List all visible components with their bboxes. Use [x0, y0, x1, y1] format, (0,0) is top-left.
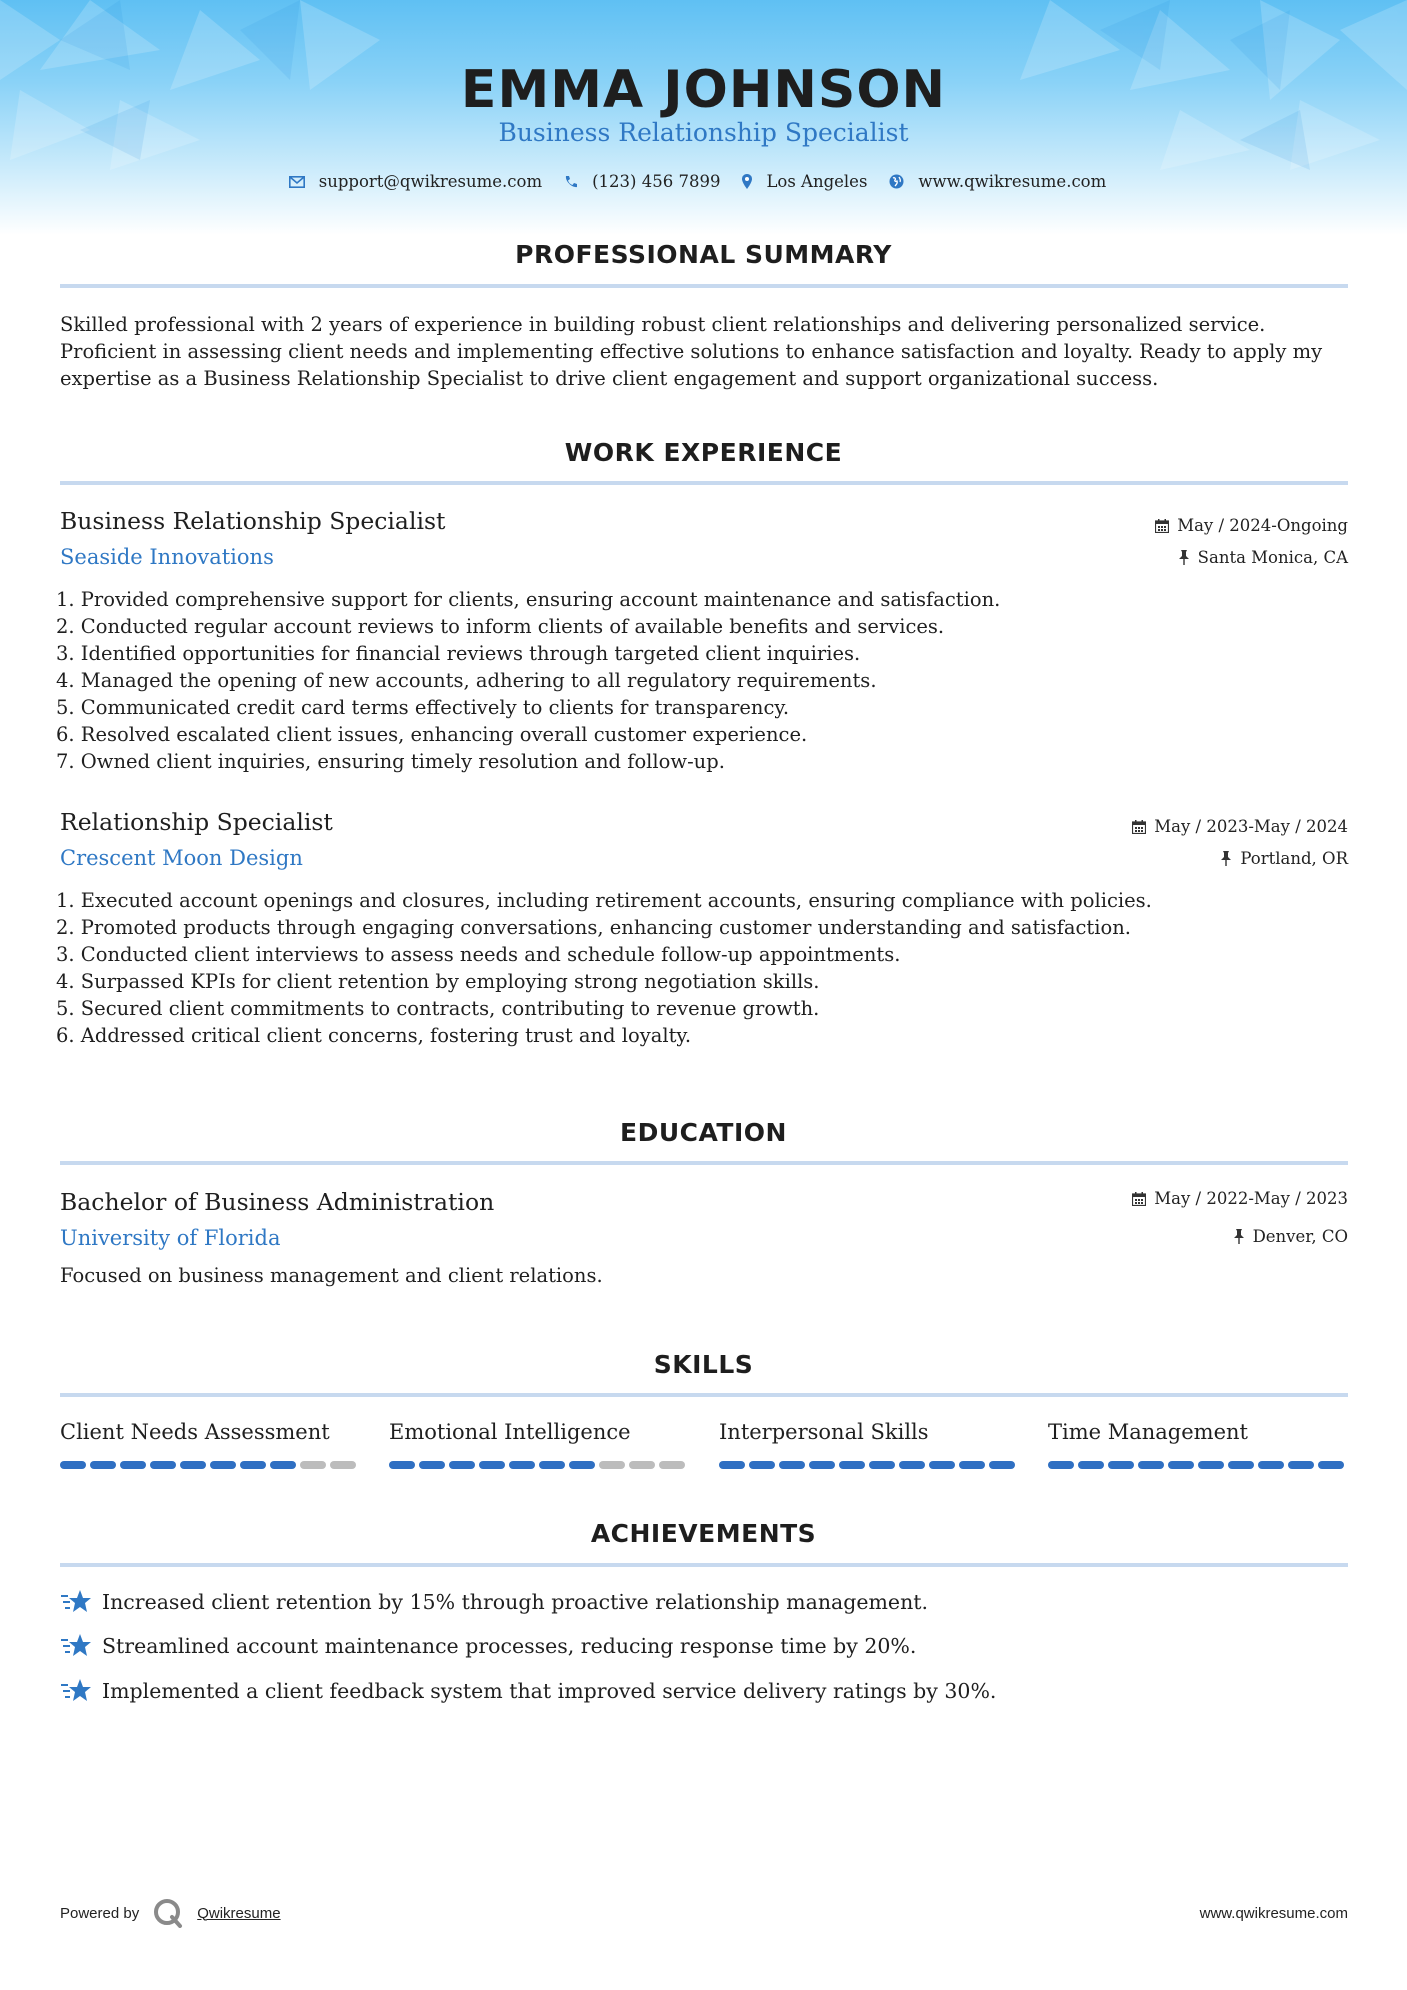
list-item: 5. Communicated credit card terms effectively to clients for transparency. — [56, 696, 790, 719]
skill-level-bar — [719, 1461, 1015, 1469]
list-item: 1. Executed account openings and closures, including retirement accounts, ensuring compliance with policies. — [56, 889, 1152, 912]
skill-segment-filled — [150, 1461, 176, 1469]
job-dates — [1132, 817, 1348, 836]
skill-level-bar — [389, 1461, 685, 1469]
skill-segment-filled — [60, 1461, 86, 1469]
list-item: 1. Provided comprehensive support for clients, ensuring account maintenance and satisfaction. — [56, 588, 1001, 611]
list-item: 7. Owned client inquiries, ensuring timely resolution and follow-up. — [56, 750, 725, 773]
education-dates — [1132, 1189, 1348, 1208]
skill-segment-filled — [539, 1461, 565, 1469]
list-item: 4. Managed the opening of new accounts, adhering to all regulatory requirements. — [56, 669, 877, 692]
map-pin-icon — [742, 174, 752, 189]
skill-segment-filled — [419, 1461, 445, 1469]
section-divider — [60, 1161, 1348, 1165]
job-dates-text: May / 2023-May / 2024 — [1154, 817, 1348, 836]
skill-segment-filled — [1318, 1461, 1344, 1469]
website-text: www.qwikresume.com — [918, 172, 1107, 191]
pushpin-icon — [1233, 1229, 1245, 1244]
job-title: Relationship Specialist — [60, 808, 333, 836]
school-name: University of Florida — [60, 1226, 281, 1250]
skill-segment-filled — [479, 1461, 505, 1469]
skill-segment-filled — [90, 1461, 116, 1469]
skill-segment-filled — [929, 1461, 955, 1469]
candidate-name: EMMA JOHNSON — [460, 60, 947, 120]
skill-segment-filled — [1288, 1461, 1314, 1469]
skill-segment-empty — [599, 1461, 625, 1469]
globe-icon — [889, 174, 904, 189]
skill-segment-filled — [120, 1461, 146, 1469]
calendar-icon — [1132, 820, 1146, 834]
skill-name: Emotional Intelligence — [389, 1420, 631, 1444]
summary-text: Skilled professional with 2 years of experience in building robust client relationships and delivering personalized service. Proficient in assessing client needs and implementing effective solutions to enhance satisfaction and loyalty. Ready to apply my expertise as a Business Relationship Specialist to drive client engagement and support organizational success. — [60, 313, 1323, 390]
job-location-text: Santa Monica, CA — [1197, 548, 1348, 567]
section-divider — [60, 481, 1348, 485]
skill-segment-filled — [1138, 1461, 1164, 1469]
list-item: 6. Resolved escalated client issues, enhancing overall customer experience. — [56, 723, 808, 746]
skill-name: Interpersonal Skills — [719, 1420, 929, 1444]
email-text: support@qwikresume.com — [318, 172, 543, 191]
footer-website[interactable]: www.qwikresume.com — [1199, 1905, 1348, 1922]
skill-segment-empty — [629, 1461, 655, 1469]
phone-text: (123) 456 7899 — [592, 172, 721, 191]
job-company: Seaside Innovations — [60, 545, 274, 569]
contact-location — [742, 172, 867, 191]
achievements-heading: ACHIEVEMENTS — [590, 1519, 817, 1548]
skill-segment-filled — [1198, 1461, 1224, 1469]
achievement-item — [60, 1677, 996, 1705]
job-location — [1220, 849, 1348, 868]
achievement-item — [60, 1632, 916, 1660]
skill-level-bar — [1048, 1461, 1344, 1469]
list-item: 2. Conducted regular account reviews to inform clients of available benefits and services. — [56, 615, 945, 638]
powered-by-label: Powered by — [60, 1904, 140, 1922]
skill-segment-filled — [569, 1461, 595, 1469]
star-icon — [60, 1677, 92, 1705]
skill-segment-filled — [509, 1461, 535, 1469]
contact-bar — [0, 172, 1407, 191]
skill-item — [389, 1420, 689, 1444]
skill-segment-filled — [749, 1461, 775, 1469]
job-dates — [1155, 516, 1348, 535]
skills-heading: SKILLS — [653, 1350, 754, 1379]
qwikresume-link[interactable]: Qwikresume — [197, 1904, 281, 1922]
skill-segment-filled — [1108, 1461, 1134, 1469]
achievement-text: Implemented a client feedback system that improved service delivery ratings by 30%. — [102, 1679, 997, 1703]
contact-phone[interactable] — [564, 172, 720, 191]
envelope-icon — [289, 176, 305, 188]
list-item: 5. Secured client commitments to contracts, contributing to revenue growth. — [56, 997, 820, 1020]
skill-segment-filled — [389, 1461, 415, 1469]
skill-segment-filled — [869, 1461, 895, 1469]
achievement-text: Streamlined account maintenance processes, reducing response time by 20%. — [102, 1634, 917, 1658]
skill-item — [60, 1420, 360, 1444]
footer-powered-by — [60, 1898, 281, 1928]
job-company: Crescent Moon Design — [60, 846, 303, 870]
skill-segment-filled — [180, 1461, 206, 1469]
candidate-title: Business Relationship Specialist — [498, 118, 909, 147]
job-location-text: Portland, OR — [1240, 849, 1348, 868]
calendar-icon — [1132, 1192, 1146, 1206]
job-location — [1178, 548, 1348, 567]
location-text: Los Angeles — [766, 172, 868, 191]
achievement-item — [60, 1588, 928, 1616]
skill-segment-filled — [899, 1461, 925, 1469]
skill-segment-filled — [240, 1461, 266, 1469]
star-icon — [60, 1632, 92, 1660]
degree-title: Bachelor of Business Administration — [60, 1188, 495, 1216]
job-title: Business Relationship Specialist — [60, 507, 446, 535]
skill-item — [719, 1420, 1019, 1444]
education-location-text: Denver, CO — [1252, 1227, 1348, 1246]
skill-segment-filled — [719, 1461, 745, 1469]
skill-segment-filled — [449, 1461, 475, 1469]
skill-segment-filled — [1048, 1461, 1074, 1469]
list-item: 3. Identified opportunities for financial reviews through targeted client inquiries. — [56, 642, 861, 665]
skill-segment-empty — [330, 1461, 356, 1469]
section-divider — [60, 1393, 1348, 1397]
skill-segment-filled — [1258, 1461, 1284, 1469]
phone-icon — [564, 175, 578, 189]
skill-segment-filled — [1228, 1461, 1254, 1469]
education-dates-text: May / 2022-May / 2023 — [1154, 1189, 1348, 1208]
skill-segment-filled — [809, 1461, 835, 1469]
skill-segment-empty — [300, 1461, 326, 1469]
contact-website[interactable] — [889, 172, 1106, 191]
pushpin-icon — [1220, 851, 1232, 866]
list-item: 4. Surpassed KPIs for client retention by employing strong negotiation skills. — [56, 970, 820, 993]
skill-segment-filled — [270, 1461, 296, 1469]
education-heading: EDUCATION — [620, 1118, 787, 1147]
achievement-text: Increased client retention by 15% through proactive relationship management. — [102, 1590, 929, 1614]
job-bullet-list — [56, 887, 1152, 1049]
skill-segment-filled — [959, 1461, 985, 1469]
summary-heading: PROFESSIONAL SUMMARY — [515, 240, 892, 269]
skill-segment-filled — [839, 1461, 865, 1469]
list-item: 2. Promoted products through engaging conversations, enhancing customer understanding and satisfaction. — [56, 916, 1131, 939]
contact-email[interactable] — [289, 172, 542, 191]
education-location — [1233, 1227, 1348, 1246]
star-icon — [60, 1588, 92, 1616]
section-divider — [60, 284, 1348, 288]
calendar-icon — [1155, 519, 1169, 533]
list-item: 3. Conducted client interviews to assess needs and schedule follow-up appointments. — [56, 943, 901, 966]
skill-segment-filled — [1168, 1461, 1194, 1469]
job-dates-text: May / 2024-Ongoing — [1177, 516, 1348, 535]
skill-segment-filled — [989, 1461, 1015, 1469]
skill-segment-empty — [659, 1461, 685, 1469]
experience-heading: WORK EXPERIENCE — [564, 438, 843, 467]
skill-segment-filled — [1078, 1461, 1104, 1469]
skill-segment-filled — [210, 1461, 236, 1469]
job-bullet-list — [56, 586, 1000, 775]
section-divider — [60, 1563, 1348, 1567]
skill-level-bar — [60, 1461, 356, 1469]
pushpin-icon — [1178, 550, 1190, 565]
qwikresume-logo-icon — [153, 1898, 183, 1928]
skill-name: Time Management — [1048, 1420, 1248, 1444]
education-description: Focused on business management and client relations. — [60, 1264, 603, 1287]
skill-segment-filled — [779, 1461, 805, 1469]
list-item: 6. Addressed critical client concerns, fostering trust and loyalty. — [56, 1024, 692, 1047]
skill-name: Client Needs Assessment — [60, 1420, 330, 1444]
skill-item — [1048, 1420, 1348, 1444]
